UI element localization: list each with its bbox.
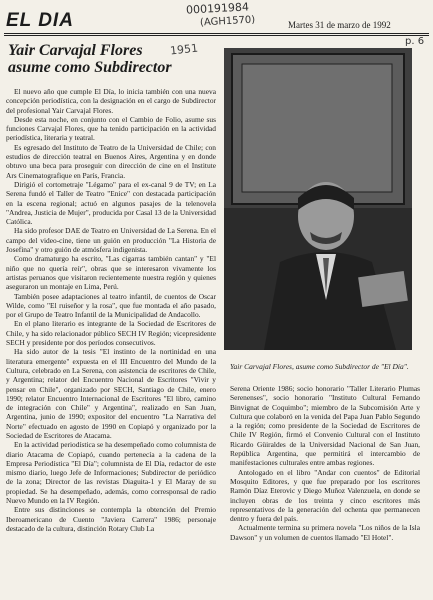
paragraph: En la actividad periodística se ha desempeñado como columnista de diario Atacama de Copiapó, cuando pertenecía a la cadena de la Empresa Periodística "El Día"; columnista de El Día, redactor de este mismo diario, luego Jefe de Informaciones; Subdirector de periódico de la zona; Director de las revistas Diaguita-1 y El Maray de su propiedad. Se ha desempeñado, además, como corresponsal de radio Nuevo Mundo en la IV Región.	[6, 440, 216, 506]
headline-line-1: Yair Carvajal Flores	[8, 42, 143, 59]
handwritten-page-number: p. 6	[405, 36, 425, 47]
header-rule-thin	[4, 35, 429, 36]
paragraph: Ha sido autor de la tesis "El instinto de la nortinidad en una literatura emergente" expuesta en el III Encuentro del Mundo de la Cultura, celebrado en La Serena, con asistencia de escritores de Chile, y Argentina; relator del Encuentro Nacional de Escritores "Vivir y pensar en Chile", organizado por SECH, Santiago de Chile, enero 1990; relator Encuentro Internacional de Escritores "El libro, camino de integración con Chile" y Argentina", realizado en San Juan, Argentina, junio de 1990; expositor del encuentro "La Narrativa del Norte" efectuado en agosto de 1990 en Copiapó y organizado por la Sociedad de Escritores de Atacama.	[6, 347, 216, 440]
paragraph: Es egresado del Instituto de Teatro de la Universidad de Chile; con estudios de dirección teatral en Buenos Aires, Argentina y en donde obtuvo una beca para proseguir con dirección de cine en el Institute Ars Cinematografique en París, Francia.	[6, 142, 216, 180]
paragraph: El nuevo año que cumple El Día, lo inicia también con una nueva concepción periodística, con la designación en el cargo de Subdirector del profesional Yair Carvajal Flores.	[6, 87, 216, 115]
headline-line-2: asume como Subdirector	[8, 59, 172, 76]
dateline: Martes 31 de marzo de 1992	[288, 20, 391, 30]
portrait-photo	[224, 48, 412, 350]
paragraph: Como dramaturgo ha escrito, "Las cigarras también cantan" y "El niño que no quería reír", obras que se interesaron vivamente los artistas peruanos que visitaron recientemente nuestra región y quienes aseguraron un montaje en Lima, Perú.	[6, 254, 216, 292]
header-rule	[4, 33, 429, 34]
handwritten-year: 1951	[169, 41, 199, 58]
article-column-1	[6, 87, 216, 595]
article-column-2	[230, 384, 420, 596]
archive-reference-number: 000191984	[185, 0, 250, 17]
paragraph: En el plano literario es integrante de la Sociedad de Escritores de Chile, y ha sido relacionador público SECH IV Región; vicepresidente SECH y presidente por dos períodos consecutivos.	[6, 319, 216, 348]
paragraph: Ha sido profesor DAE de Teatro en Universidad de La Serena. En el campo del video-cine, tiene un guión en producción "La Historia de Josefina" y otro guión de atmósfera indigenista.	[6, 226, 216, 255]
paragraph: Antologado en el libro "Andar con cuentos" de Editorial Mosquito Editores, y que fue preparado por los escritores Ramón Díaz Eterovic y Diego Muñoz Valenzuela, en donde se incluyen obras de los treinta y cinco escritores más representativos de la generación del ochenta que permanecen dentro y fuera del país.	[230, 467, 420, 524]
paragraph: Serena Oriente 1986; socio honorario "Taller Literario Plumas Serenenses", socio honorario "Instituto Cultural Fernando Binvignat de Coquimbo"; miembro de la Subcomisión Arte y Cultura que colaboró en la venida del Papa Juan Pablo Segundo a la región; como presidente de la Sociedad de Escritores de Chile IV Región, firmó el Convenio Cultural con el Instituto Ricardo Güiraldes de la Universidad Nacional de San Juan, República Argentina, que permitirá el intercambio de manifestaciones culturales entre ambas regiones.	[230, 384, 420, 468]
archive-code: (AGH1570)	[199, 14, 256, 29]
paragraph: Desde esta noche, en conjunto con el Cambio de Folio, asume sus funciones Carvajal Flores, que ha tenido participación en la actividad periodística, literaria y teatral.	[6, 114, 216, 143]
paragraph: Entre sus distinciones se contempla la obtención del Premio Iberoamericano de Cuento "Javiera Carrera" 1986; personaje destacado de la cultura, distinción Rotary Club La	[6, 505, 216, 533]
paragraph: Actualmente termina su primera novela "Los niños de la Isla Dawson" y un volumen de cuentos llamado "El Hotel".	[230, 523, 420, 542]
portrait-illustration	[224, 48, 412, 350]
paragraph: También posee adaptaciones al teatro infantil, de cuentos de Oscar Wilde, como "El ruiseñor y la rosa", que fue montada el año pasado, por el Grupo de Teatro Infantil de la Municipalidad de Andacollo.	[6, 291, 216, 320]
paragraph: Dirigió el cortometraje "Légamo" para el ex-canal 9 de TV; en La Serena fundó el Taller de Teatro "Enice" con destacada participación en la escena regional; actuó en algunos pasajes de la telenovela "Andrea, Justicia de Mujer", producida por Casal 13 de la Universidad Católica.	[6, 179, 216, 227]
masthead: EL DIA	[6, 10, 74, 31]
photo-caption: Yair Carvajal Flores, asume como Subdirector de "El Día".	[230, 362, 409, 371]
